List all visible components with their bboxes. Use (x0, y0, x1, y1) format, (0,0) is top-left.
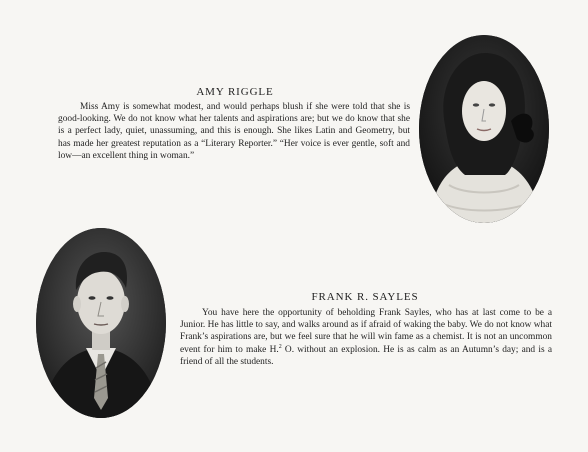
frank-sayles-bio-text-1: You have here the opportunity of beholding Frank Sayles, who has at last come to be a Junior. He has little to say, and walks around as if afraid of waking the baby. We do not know what Frank’s aspirations are, but we feel sure that he will win fame as a chemist. It is not an uncommon event for him to make H. (180, 308, 552, 355)
amy-riggle-bio-text: Miss Amy is somewhat modest, and would perhaps blush if she were told that she is good-looking. We do not know what her talents and aspirations are; but we do know that she is a perfect lady, quiet, unassuming, and this is enough. She likes Latin and Geometry, but has made her greatest reputation as a “Literary Reporter.” “Her voice is ever gentle, soft and low—an excellent thing in woman.” (58, 102, 410, 161)
frank-sayles-bio-superscript: 2 (278, 343, 282, 350)
frank-sayles-bio-text-2: O. without an explosion. He is as calm as an Autumn’s day; and is a friend of all the students. (180, 344, 552, 367)
frank-sayles-name: FRANK R. SAYLES (311, 291, 419, 303)
amy-riggle-bio (58, 101, 410, 162)
frank-sayles-bio (180, 307, 552, 368)
frank-sayles-portrait (36, 228, 166, 418)
amy-riggle-photo (419, 35, 549, 223)
amy-riggle-name: AMY RIGGLE (196, 86, 274, 98)
frank-sayles-photo (36, 228, 166, 418)
amy-riggle-portrait (419, 35, 549, 223)
